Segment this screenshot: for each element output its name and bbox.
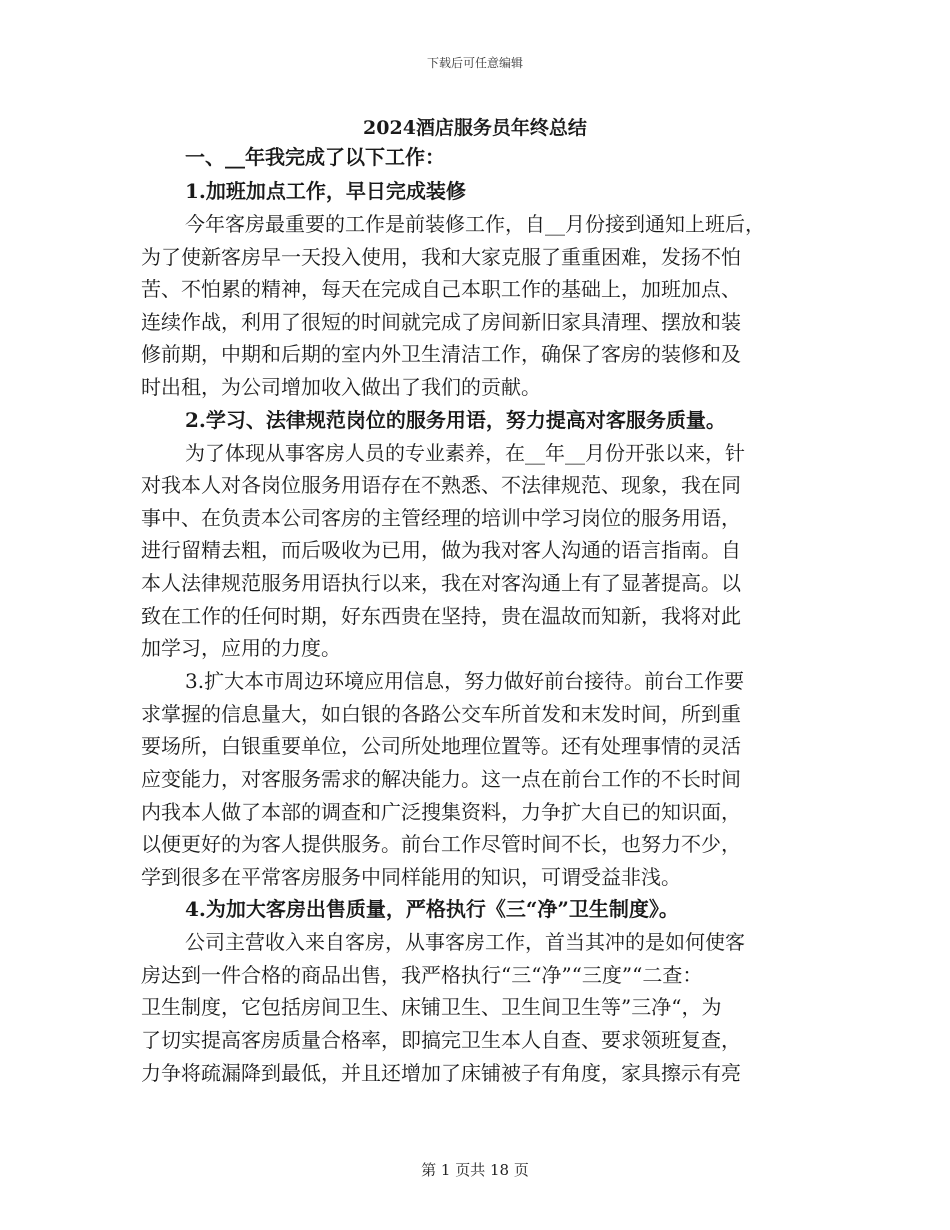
paragraph-line: 今年客房最重要的工作是前装修工作，自__月份接到通知上班后，: [185, 212, 765, 236]
paragraph-line: 连续作战，利用了很短的时间就完成了房间新旧家具清理、摆放和装: [141, 309, 741, 334]
document-title: 2024酒店服务员年终总结: [363, 117, 587, 139]
paragraph-line: 加学习，应用的力度。: [141, 636, 341, 661]
paragraph-line: 房达到一件合格的商品出售，我严格执行“三“净”“三度”“二查：: [141, 962, 703, 987]
item-paragraph-2: [141, 437, 803, 665]
section-heading: 一、__年我完成了以下工作：: [185, 145, 445, 169]
page-footer: 第 1 页共 18 页: [421, 1161, 529, 1179]
paragraph-line: 了切实提高客房质量合格率，即搞完卫生本人自查、要求领班复查，: [141, 1028, 741, 1053]
document-body: [141, 140, 803, 1089]
item-heading-3: 3.扩大本市周边环境应用信息，努力做好前台接待。前台工作要: [185, 668, 745, 693]
item-heading-2: 2.学习、法律规范岗位的服务用语，努力提高对客服务质量。: [185, 407, 726, 432]
paragraph-line: 进行留精去粗，而后吸收为已用，做为我对客人沟通的语言指南。自: [141, 538, 741, 563]
item-paragraph-4: [141, 926, 803, 1089]
paragraph-line: 苦、不怕累的精神，每天在完成自己本职工作的基础上，加班加点、: [141, 277, 741, 302]
paragraph-line: 卫生制度，它包括房间卫生、床铺卫生、卫生间卫生等”三净“，为: [141, 995, 722, 1020]
item-heading-1: 1.加班加点工作，早日完成装修: [185, 179, 466, 203]
paragraph-line: 求掌握的信息量大，如白银的各路公交车所首发和末发时间，所到重: [141, 701, 741, 726]
item-paragraph-3: [141, 698, 803, 894]
paragraph-line: 学到很多在平常客房服务中同样能用的知识，可谓受益非浅。: [141, 864, 681, 889]
paragraph-line: 以便更好的为客人提供服务。前台工作尽管时间不长，也努力不少，: [141, 832, 741, 857]
item-heading-4: 4.为加大客房出售质量，严格执行《三“净”卫生制度》。: [185, 897, 679, 922]
paragraph-line: 修前期，中期和后期的室内外卫生清洁工作，确保了客房的装修和及: [141, 342, 741, 367]
item-paragraph-1: [141, 208, 803, 404]
paragraph-line: 本人法律规范服务用语执行以来，我在对客沟通上有了显著提高。以: [141, 570, 741, 595]
paragraph-line: 内我本人做了本部的调查和广泛搜集资料，力争扩大自已的知识面，: [141, 799, 741, 824]
paragraph-line: 事中、在负责本公司客房的主管经理的培训中学习岗位的服务用语，: [141, 505, 741, 530]
paragraph-line: 公司主营收入来自客房，从事客房工作，首当其冲的是如何使客: [185, 930, 745, 955]
header-note: 下载后可任意编辑: [426, 56, 523, 70]
paragraph-line: 对我本人对各岗位服务用语存在不熟悉、不法律规范、现象，我在同: [141, 473, 741, 498]
paragraph-line: 为了使新客房早一天投入使用，我和大家克服了重重困难，发扬不怕: [141, 244, 741, 269]
paragraph-line: 致在工作的任何时期，好东西贵在坚持，贵在温故而知新，我将对此: [141, 603, 741, 628]
paragraph-line: 要场所，白银重要单位，公司所处地理位置等。还有处理事情的灵活: [141, 734, 741, 759]
paragraph-line: 应变能力，对客服务需求的解决能力。这一点在前台工作的不长时间: [141, 766, 741, 791]
paragraph-line: 为了体现从事客房人员的专业素养，在__年__月份开张以来，针: [185, 440, 745, 465]
paragraph-line: 时出租，为公司增加收入做出了我们的贡献。: [141, 374, 541, 399]
paragraph-line: 力争将疏漏降到最低，并且还增加了床铺被子有角度，家具擦示有亮: [141, 1060, 741, 1085]
